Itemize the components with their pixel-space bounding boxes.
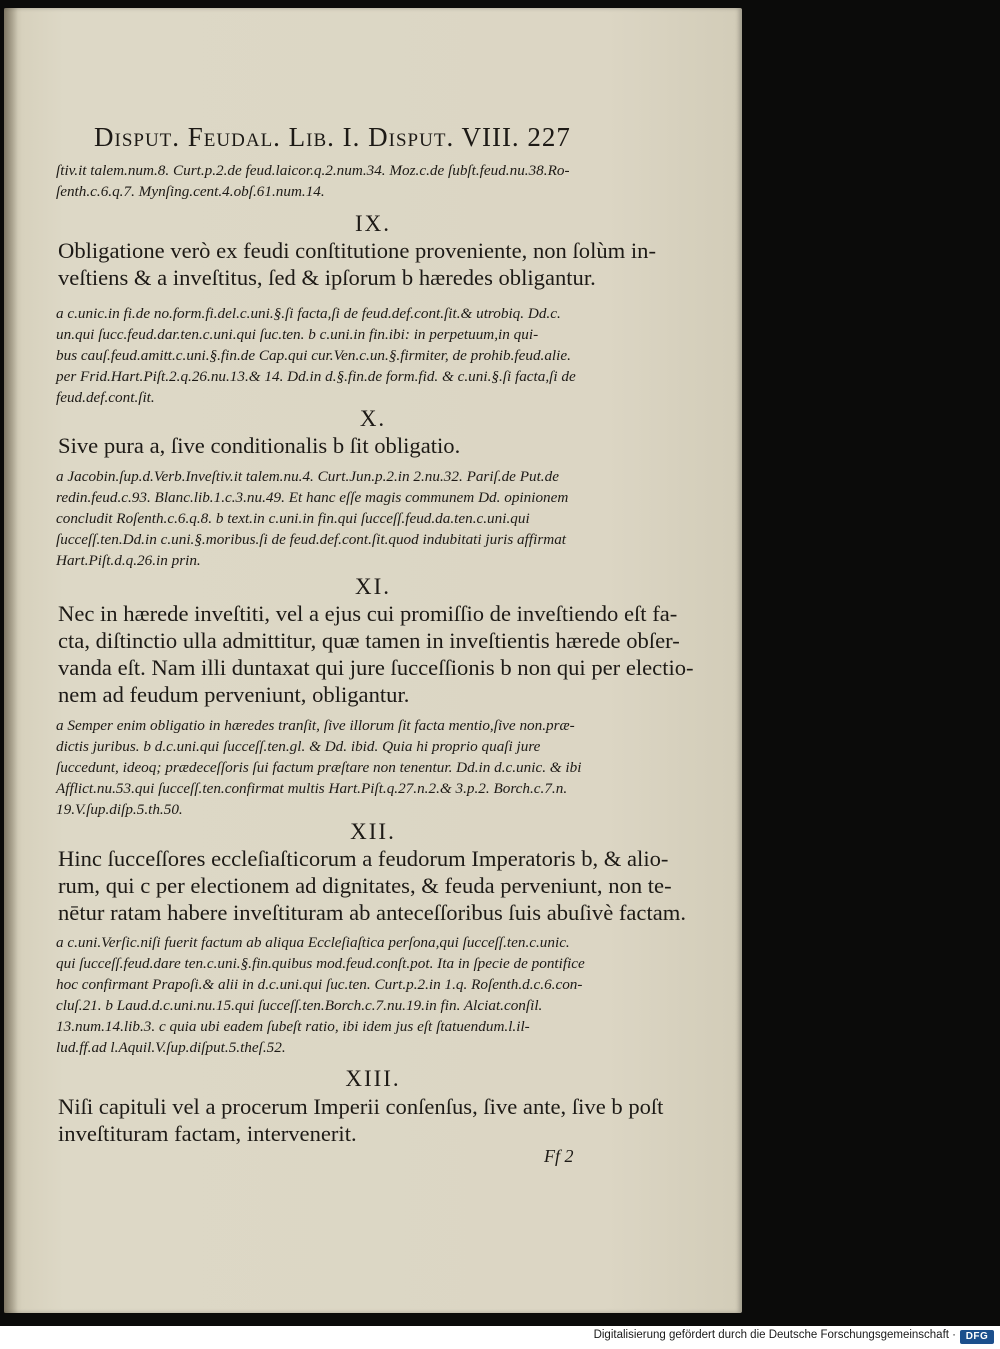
section-body-line: rum, qui c per electionem ad dignitates, & feuda perveniunt, non te- — [58, 873, 672, 898]
footnote-line: a c.unic.in fi.de no.form.fi.del.c.uni.§.ſi facta,ſi de feud.def.cont.ſit.& utrobiq. Dd.c. — [56, 305, 561, 322]
section-number: IX. — [354, 211, 392, 236]
footnote-line: redin.feud.c.93. Blanc.lib.1.c.3.nu.49. Et hanc eſſe magis communem Dd. opinionem — [56, 489, 569, 506]
footnote-line: Afflict.nu.53.qui ſucceſſ.ten.confirmat multis Hart.Piſt.q.27.n.2.& 3.p.2. Borch.c.7.n. — [56, 780, 568, 797]
footnote-line: Hart.Piſt.d.q.26.in prin. — [56, 552, 201, 569]
footnote-line: a c.uni.Verſic.niſi fuerit factum ab aliqua Eccleſiaſtica perſona,qui ſucceſſ.ten.c.unic. — [56, 934, 570, 951]
running-header: Disput. Feudal. Lib. I. Disput. VIII. 227 — [94, 122, 571, 152]
footnote-line: a Jacobin.ſup.d.Verb.Inveſtiv.it talem.nu.4. Curt.Jun.p.2.in 2.nu.32. Pariſ.de Put.de — [56, 468, 559, 485]
book-page — [4, 8, 742, 1313]
section-body-line: nem ad feudum perveniunt, obligantur. — [58, 682, 410, 707]
footnote-line: ſucceſſ.ten.Dd.in c.uni.§.moribus.ſi de feud.def.cont.ſit.quod indubitati juris affirmat — [56, 531, 567, 548]
footnote-line: 13.num.14.lib.3. c quia ubi eadem ſubeſt ratio, ibi idem jus eſt ſtatuendum.l.il- — [56, 1018, 530, 1035]
footnote-line: hoc confirmant Prapoſi.& alii in d.c.uni.qui ſuc.ten. Curt.p.2.in 1.q. Roſenth.d.c.6.con- — [56, 976, 583, 993]
signature-mark: Ff 2 — [544, 1146, 574, 1166]
footnote-line: 19.V.ſup.diſp.5.th.50. — [56, 801, 183, 818]
footnote-line: un.qui ſucc.feud.dar.ten.c.uni.qui ſuc.ten. b c.uni.in fin.ibi: in perpetuum,in qui- — [56, 326, 539, 343]
section-number: XII. — [350, 819, 396, 844]
section-body-line: Hinc ſucceſſores eccleſiaſticorum a feudorum Imperatoris b, & alio- — [58, 846, 669, 871]
section-body-line: cta, diſtinctio ulla admittitur, quæ tamen in inveſtientis hærede obſer- — [58, 628, 680, 653]
section-body-line: Obligatione verò ex feudi conſtitutione proveniente, non ſolùm in- — [58, 238, 656, 263]
footnote-line: cluſ.21. b Laud.d.c.uni.nu.15.qui ſucceſſ.ten.Borch.c.7.nu.19.in fin. Alciat.conſil. — [56, 997, 543, 1014]
intro-note-line: ſenth.c.6.q.7. Mynſing.cent.4.obſ.61.num.14. — [56, 183, 325, 200]
footer-credit: Digitalisierung gefördert durch die Deutsche Forschungsgemeinschaft · — [593, 1329, 956, 1341]
section-body-line: vanda eſt. Nam illi duntaxat qui jure ſucceſſionis b non qui per electio- — [58, 655, 694, 680]
section-number: X. — [359, 406, 387, 431]
section-body-line: Niſi capituli vel a procerum Imperii conſenſus, ſive ante, ſive b poſt — [58, 1094, 664, 1119]
footnote-line: concludit Roſenth.c.6.q.8. b text.in c.uni.in fin.qui ſucceſſ.feud.da.ten.c.uni.qui — [56, 510, 530, 527]
footnote-line: bus cauſ.feud.amitt.c.uni.§.fin.de Cap.qui cur.Ven.c.un.§.firmiter, de prohib.feud.alie. — [56, 347, 571, 364]
footnote-line: dictis juribus. b d.c.uni.qui ſucceſſ.ten.gl. & Dd. ibid. Quia hi proprio quaſi jure — [56, 738, 541, 755]
footnote-line: a Semper enim obligatio in hæredes tranſit, ſive illorum ſit facta mentio,ſive non.præ- — [56, 717, 575, 734]
digitization-footer — [0, 1326, 1000, 1349]
section-number: XIII. — [345, 1066, 401, 1091]
section-body-line: Sive pura a, ſive conditionalis b ſit obligatio. — [58, 433, 461, 458]
dfg-logo: DFG — [960, 1330, 994, 1344]
footnote-line: per Frid.Hart.Piſt.2.q.26.nu.13.& 14. Dd.in d.§.fin.de form.fid. & c.uni.§.ſi facta,ſi de — [56, 368, 576, 385]
footnote-line: ſuccedunt, ideoq; prædeceſſoris ſui factum præſtare non tenentur. Dd.in d.c.unic. & ibi — [56, 759, 582, 776]
intro-note-line: ſtiv.it talem.num.8. Curt.p.2.de feud.laicor.q.2.num.34. Moz.c.de ſubſt.feud.nu.38.Ro- — [56, 162, 570, 179]
section-number: XI. — [354, 574, 392, 599]
section-body-line: veſtiens & a inveſtitus, ſed & ipſorum b hæredes obligantur. — [58, 265, 596, 290]
section-body-line: nētur ratam habere inveſtituram ab anteceſſoribus ſuis abuſivè factam. — [58, 900, 686, 925]
section-body-line: Nec in hærede inveſtiti, vel a ejus cui promiſſio de inveſtiendo eſt fa- — [58, 601, 678, 626]
page-gutter-shadow — [4, 8, 18, 1313]
section-body-line: inveſtituram factam, intervenerit. — [58, 1121, 357, 1146]
footnote-line: lud.ff.ad l.Aquil.V.ſup.diſput.5.theſ.52. — [56, 1039, 286, 1056]
footnote-line: qui ſucceſſ.feud.dare ten.c.uni.§.fin.quibus mod.feud.conſt.pot. Ita in ſpecie de pontifice — [56, 955, 585, 972]
footnote-line: feud.def.cont.ſit. — [56, 389, 155, 406]
